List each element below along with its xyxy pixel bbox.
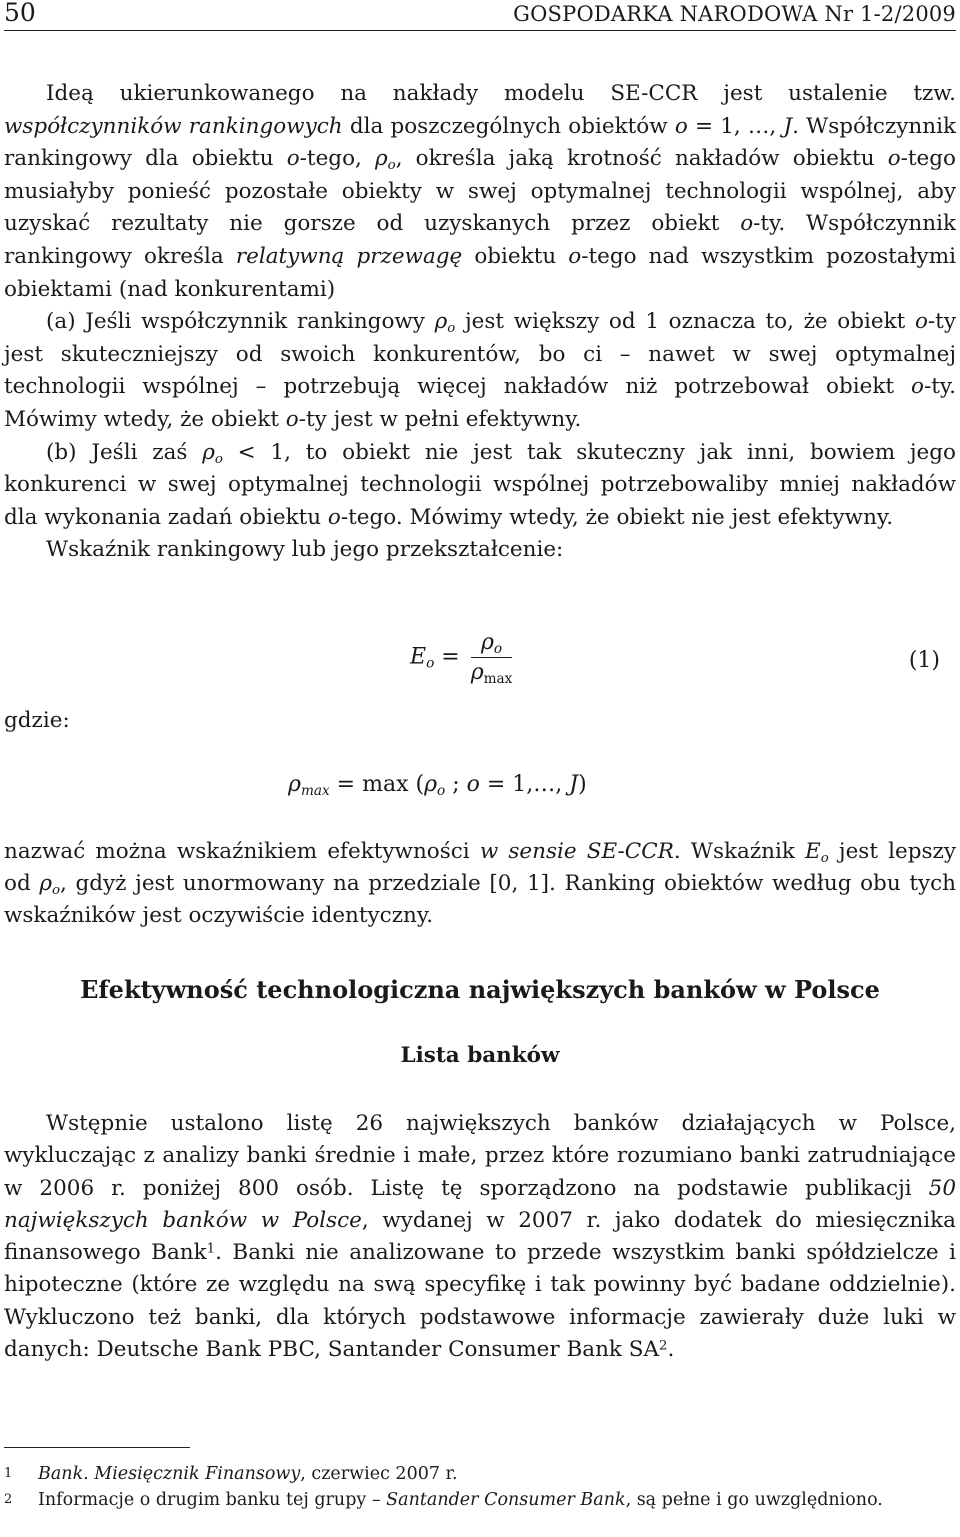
journal-title: GOSPODARKA NARODOWA Nr 1-2/2009 bbox=[513, 2, 956, 26]
equation-efficiency-index: $E_o$ = $\frac{\rho_o}{\rho_{max}}$ bbox=[410, 630, 513, 688]
footnote-ref-2[interactable]: 2 bbox=[659, 1338, 668, 1354]
section-heading: Efektywność technologiczna największych banków w Polsce bbox=[80, 975, 880, 1004]
equation-number: (1) bbox=[908, 648, 940, 673]
paragraph-bank-list: Wstępnie ustalono listę 26 największych banków działających w Polsce, wykluczając z analizy banki średnie i małe, przez które rozumiano banki zatrudniające w 2006 r. poniżej 800 osób. Listę tę sporządzono na podstawie publikacji 50 największych banków w Polsce, wydanej w 2007 r. jako dodatek do miesięcznika finansowego Bank$^1$. Banki nie analizowane to przede wszystkim banki spółdzielcze i hipoteczne (które ze względu na swą specyfikę i tak powinny być badane oddzielnie). Wykluczono też banki, dla których podstawowe informacje zawierały duże luki w danych: Deutsche Bank PBC, Santander Consumer Bank $SA^2$. bbox=[4, 1111, 956, 1363]
equation-rho-max: $\rho_{max} = \max (\rho_o$ ; o = 1,…, J) bbox=[288, 772, 587, 800]
where-label: gdzie: bbox=[4, 708, 70, 733]
paragraph-index-explanation: nazwać można wskaźnikiem efektywności w sensie SE-CCR. Wskaźnik $E_o$ jest lepszy od $\rho_o$, gdyż jest unormowany na przedziale [0, 1]. Ranking obiektów według obu tych wskaźników jest oczywiście identyczny. bbox=[4, 839, 956, 928]
body-text-section bbox=[4, 78, 956, 567]
footnote-1: 1 Bank. Miesięcznik Finansowy, czerwiec 2007 r. bbox=[4, 1464, 458, 1484]
paragraph-case-a: (a) Jeśli współczynnik rankingowy $\rho_o$ jest większy od 1 oznacza to, że obiekt o-ty jest skuteczniejszy od swoich konkurentów, bo ci – nawet w swej optymalnej technologii wspólnej – potrzebują więcej nakładów niż potrzebował obiekt o-ty. Mówimy wtedy, że obiekt o-ty jest w pełni efektywny. bbox=[4, 309, 956, 432]
paragraph-index-intro: Wskaźnik rankingowy lub jego przekształcenie: bbox=[46, 537, 564, 563]
running-header bbox=[4, 0, 956, 31]
footnote-ref-1[interactable]: 1 bbox=[206, 1241, 216, 1257]
paragraph-case-b: (b) Jeśli zaś $\rho_o < 1$, to obiekt nie jest tak skuteczny jak inni, bowiem jego konkurenci w swej optymalnej technologii wspólnej potrzebowaliby mniej nakładów dla wykonania zadań obiektu o-tego. Mówimy wtedy, że obiekt nie jest efektywny. bbox=[4, 439, 956, 530]
subsection-heading: Lista banków bbox=[400, 1043, 560, 1068]
footnote-divider bbox=[4, 1447, 190, 1448]
page-number: 50 bbox=[4, 0, 36, 27]
paragraph-ranking-coefficient: Ideą ukierunkowanego na nakłady modelu SE-CCR jest ustalenie tzw. współczynników rankingowych dla poszczególnych obiektów o = 1, …, J. Współczynnik rankingowy dla obiektu o-tego, $\rho_o$, określa jaką krotność nakładów obiektu o-tego musiałyby ponieść pozostałe obiekty w swej optymalnej technologii wspólnej, aby uzyskać rezultaty nie gorsze od uzyskanych przez obiekt o-ty. Współczynnik rankingowy określa relatywną przewagę obiektu o-tego nad wszystkim pozostałymi obiektami (nad konkurentami) bbox=[4, 81, 957, 302]
footnote-2: 2 Informacje o drugim banku tej grupy – Santander Consumer Bank, są pełne i go uwzględniono. bbox=[4, 1490, 883, 1510]
